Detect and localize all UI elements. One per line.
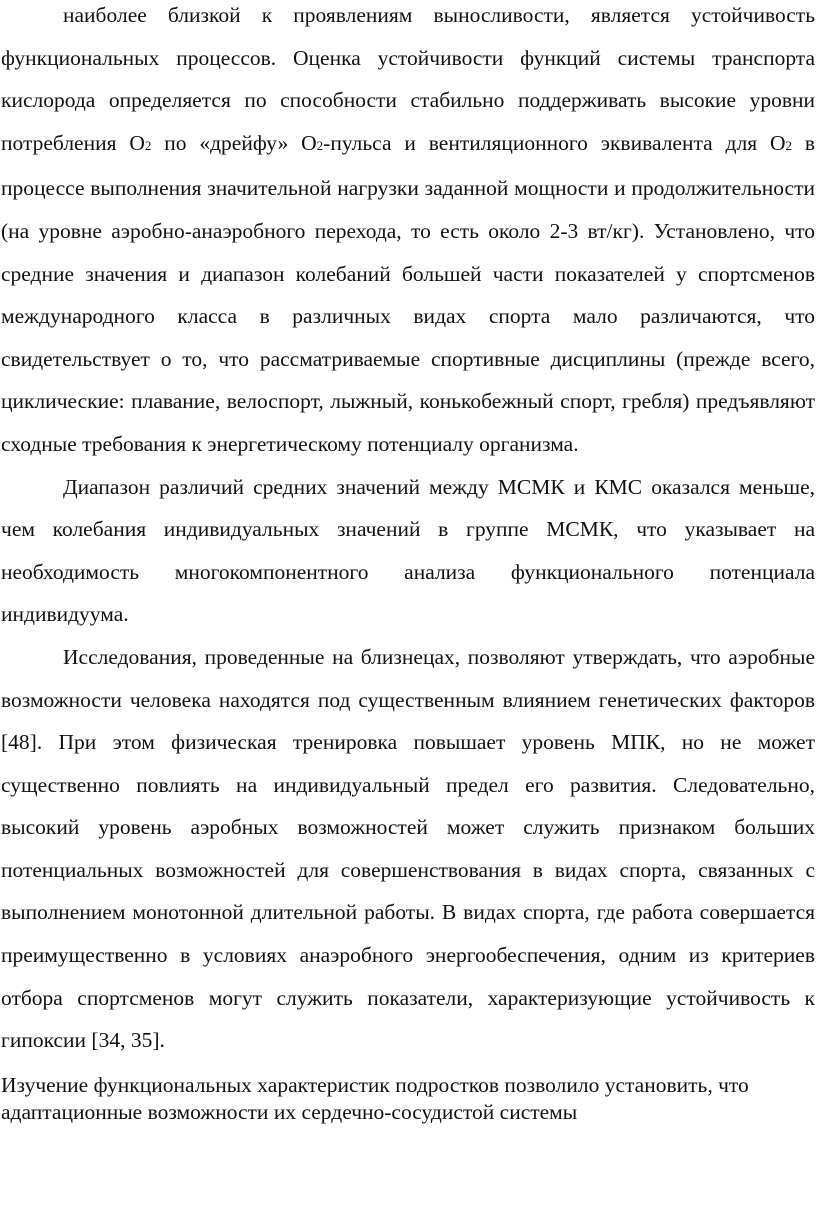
subscript-2: 2 bbox=[316, 137, 324, 153]
paragraph-text: -пульса и вентиляционного эквивалента для О bbox=[323, 130, 786, 155]
paragraph-text: наиболее близкой к проявлениям выносливости, является устойчивость функциональных процессов. Оценка устойчивости функций системы транспорта кислорода определяется по способности стабильно поддерживать высокие уровни потребления О bbox=[1, 3, 815, 155]
paragraph-range-of-differences: Диапазон различий средних значений между МСМК и КМС оказался меньше, чем колебания индивидуальных значений в группе МСМК, что указывает на необходимость многокомпонентного анализа функционального потенциала индивидуума. bbox=[1, 474, 815, 627]
paragraph-text: по «дрейфу» О bbox=[151, 130, 317, 155]
paragraph-text: в процессе выполнения значительной нагрузки заданной мощности и продолжительности (на уровне аэробно-анаэробного перехода, то есть около 2-3 вт/кг). Установлено, что средние значения и диапазон колебаний большей части показателей у спортсменов международного класса в различных видах спорта мало различаются, что свидетельствует о то, что рассматриваемые спортивные дисциплины (прежде всего, циклические: плавание, велоспорт, лыжный, конькобежный спорт, гребля) предъявляют сходные требования к энергетическому потенциалу организма. bbox=[1, 130, 815, 456]
paragraph-adolescents: Изучение функциональных характеристик подростков позволило установить, что адаптационные возможности их сердечно-сосудистой системы bbox=[1, 1072, 749, 1124]
subscript-2: 2 bbox=[785, 137, 792, 153]
paragraph-twin-studies: Исследования, проведенные на близнецах, позволяют утверждать, что аэробные возможности человека находятся под существенным влиянием генетических факторов [48]. При этом физическая тренировка повышает уровень МПК, но не может существенно повлиять на индивидуальный предел его развития. Следовательно, высокий уровень аэробных возможностей может служить признаком больших потенциальных возможностей для совершенствования в видах спорта, связанных с выполнением монотонной длительной работы. В видах спорта, где работа совершается преимущественно в условиях анаэробного энергообеспечения, одним из критериев отбора спортсменов могут служить показатели, характеризующие устойчивость к гипоксии [34, 35]. bbox=[1, 644, 815, 1053]
paragraph-functional-stability bbox=[0, 0, 816, 466]
subscript-2: 2 bbox=[144, 137, 152, 153]
